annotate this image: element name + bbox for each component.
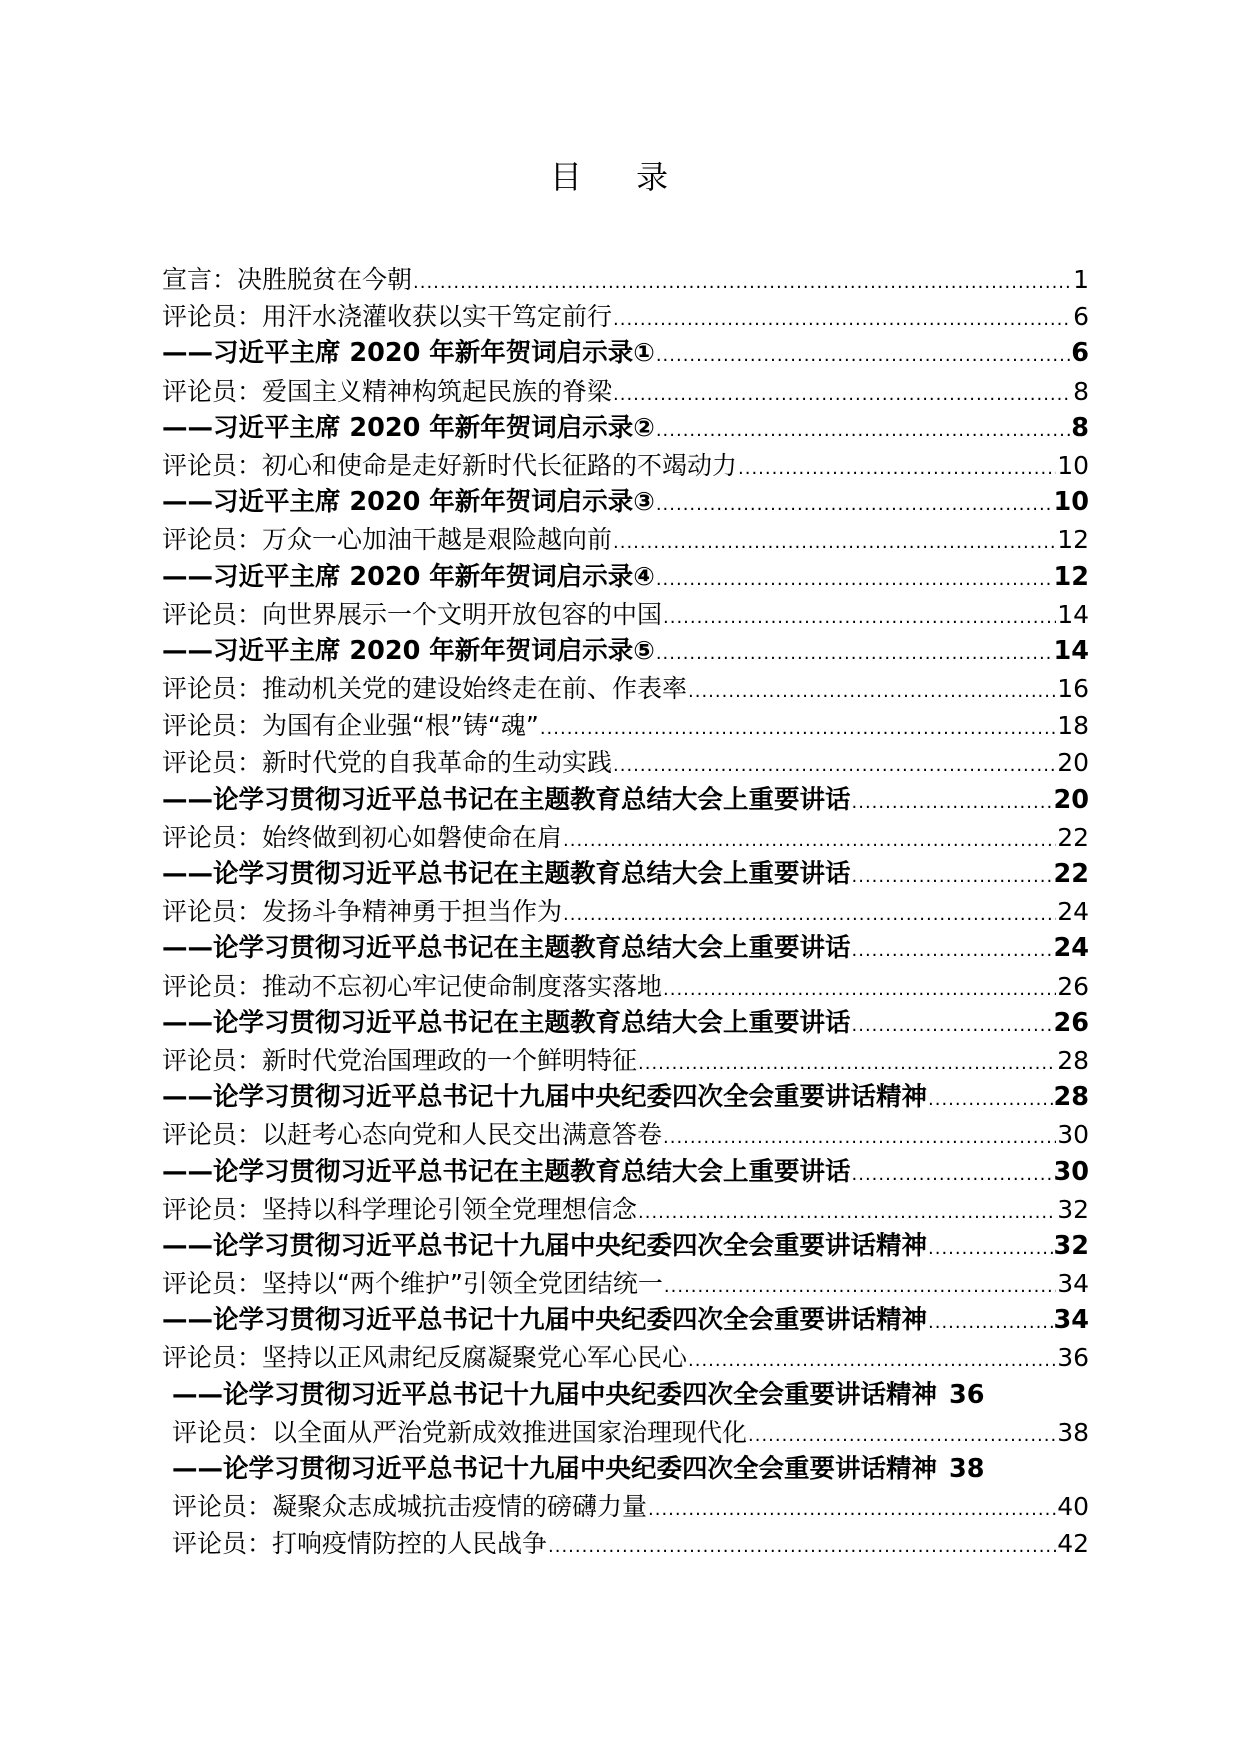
toc-page-number: 40 — [1057, 1492, 1089, 1522]
toc-entry-title: 评论员：新时代党的自我革命的生动实践 — [162, 748, 613, 778]
toc-entry-title: ——习近平主席 2020 年新年贺词启示录③ — [162, 487, 655, 518]
toc-entry-title: ——论学习贯彻习近平总书记在主题教育总结大会上重要讲话 — [162, 933, 851, 964]
toc-entry[interactable] — [162, 1079, 1089, 1116]
toc-page-number: 32 — [1053, 1230, 1089, 1261]
toc-page-number: 6 — [1071, 338, 1089, 369]
toc-entry[interactable] — [162, 1451, 1089, 1488]
toc-entry-title: 评论员：新时代党治国理政的一个鲜明特征 — [162, 1045, 638, 1075]
toc-entry-title: ——论学习贯彻习近平总书记在主题教育总结大会上重要讲话 — [162, 1007, 851, 1038]
toc-entry[interactable] — [162, 1377, 1089, 1414]
toc-page-number: 8 — [1073, 376, 1089, 406]
toc-dot-leader — [664, 1268, 1056, 1302]
toc-page-number: 18 — [1057, 711, 1089, 741]
toc-page-number: 1 — [1073, 265, 1089, 294]
toc-entry[interactable] — [162, 410, 1089, 447]
toc-dot-leader — [852, 784, 1053, 819]
toc-page-number: 14 — [1053, 635, 1089, 666]
toc-dot-leader — [663, 599, 1056, 633]
toc-dot-leader — [852, 858, 1053, 893]
toc-entry[interactable] — [162, 744, 1089, 781]
toc-entry[interactable] — [162, 856, 1089, 893]
toc-dot-leader — [613, 301, 1072, 335]
toc-entry-title: 评论员：打响疫情防控的人民战争 — [172, 1529, 548, 1559]
toc-page-number: 14 — [1057, 599, 1089, 629]
toc-page-number: 12 — [1057, 525, 1089, 555]
toc-entry-title: ——习近平主席 2020 年新年贺词启示录② — [162, 412, 655, 443]
toc-entry[interactable] — [162, 335, 1089, 372]
toc-page-number: 12 — [1053, 561, 1089, 592]
toc-entry[interactable] — [162, 373, 1089, 410]
toc-page-number: 26 — [1057, 971, 1089, 1001]
toc-entry[interactable] — [162, 1488, 1089, 1525]
toc-entry-title: ——论学习贯彻习近平总书记在主题教育总结大会上重要讲话 — [162, 859, 851, 889]
toc-entry[interactable] — [162, 782, 1089, 819]
table-of-contents — [162, 261, 1089, 1563]
toc-page-number: 34 — [1053, 1305, 1089, 1336]
toc-dot-leader — [852, 1007, 1053, 1042]
toc-page-number: 10 — [1057, 450, 1089, 480]
toc-dot-leader — [688, 1342, 1056, 1376]
toc-dot-leader — [548, 1528, 1056, 1562]
toc-entry[interactable] — [162, 1339, 1089, 1376]
toc-entry[interactable] — [162, 484, 1089, 521]
toc-dot-leader — [413, 264, 1072, 298]
toc-entry[interactable] — [162, 968, 1089, 1005]
toc-entry-title: ——论学习贯彻习近平总书记在主题教育总结大会上重要讲话 — [162, 784, 851, 815]
toc-page-number: 34 — [1057, 1269, 1089, 1299]
toc-entry-title: ——论学习贯彻习近平总书记十九届中央纪委四次全会重要讲话精神 — [162, 1305, 928, 1336]
toc-page-number: 10 — [1053, 487, 1089, 518]
toc-dot-leader — [852, 1156, 1053, 1191]
toc-entry-title: ——论学习贯彻习近平总书记十九届中央纪委四次全会重要讲话精神 — [162, 1230, 928, 1261]
toc-page-number: 28 — [1057, 1045, 1089, 1075]
toc-dot-leader — [928, 1230, 1052, 1265]
toc-dot-leader — [748, 1417, 1056, 1451]
toc-entry-title: 宣言：决胜脱贫在今朝 — [162, 265, 413, 294]
toc-entry-title: 评论员：用汗水浇灌收获以实干笃定前行 — [162, 302, 613, 332]
toc-entry-title: 评论员：向世界展示一个文明开放包容的中国 — [162, 599, 663, 629]
toc-entry-title: 评论员：为国有企业强“根”铸“魂” — [162, 711, 539, 741]
toc-dot-leader — [613, 747, 1056, 781]
toc-entry[interactable] — [162, 707, 1089, 744]
toc-entry[interactable] — [162, 261, 1089, 298]
toc-dot-leader — [928, 1081, 1052, 1116]
toc-dot-leader — [738, 450, 1056, 484]
toc-entry-title: 评论员：始终做到初心如磐使命在肩 — [162, 822, 563, 852]
toc-dot-leader — [638, 1194, 1056, 1228]
toc-entry[interactable] — [162, 521, 1089, 558]
toc-page-number: 32 — [1057, 1194, 1089, 1224]
toc-page-number: 8 — [1071, 412, 1089, 443]
toc-entry[interactable] — [162, 1042, 1089, 1079]
toc-dot-leader — [656, 337, 1070, 372]
toc-page-number: 20 — [1053, 784, 1089, 815]
toc-dot-leader — [656, 635, 1053, 670]
page-title: 目 录 — [549, 158, 691, 196]
toc-entry[interactable] — [162, 1116, 1089, 1153]
toc-entry-title: 评论员：爱国主义精神构筑起民族的脊梁 — [162, 376, 613, 406]
toc-entry-title: 评论员：坚持以正风肃纪反腐凝聚党心军心民心 — [162, 1343, 688, 1373]
toc-dot-leader — [663, 1119, 1056, 1153]
toc-entry[interactable] — [162, 930, 1089, 967]
toc-entry-title: 评论员：推动机关党的建设始终走在前、作表率 — [162, 674, 688, 704]
toc-page-number: 42 — [1057, 1529, 1089, 1559]
toc-entry[interactable] — [162, 1525, 1089, 1562]
toc-entry-title: 评论员：万众一心加油干越是艰险越向前 — [162, 525, 613, 555]
toc-entry[interactable] — [162, 893, 1089, 930]
toc-dot-leader — [663, 971, 1056, 1005]
toc-dot-leader — [656, 412, 1070, 447]
toc-page-number: 38 — [1057, 1417, 1089, 1447]
toc-entry-title: ——习近平主席 2020 年新年贺词启示录④ — [162, 561, 655, 592]
toc-entry[interactable] — [162, 447, 1089, 484]
toc-page-number: 30 — [1057, 1120, 1089, 1150]
toc-entry[interactable] — [162, 559, 1089, 596]
toc-entry-title: ——论学习贯彻习近平总书记十九届中央纪委四次全会重要讲话精神 — [162, 1082, 928, 1113]
toc-dot-leader — [563, 896, 1056, 930]
toc-entry-title: 评论员：凝聚众志成城抗击疫情的磅礴力量 — [172, 1492, 648, 1522]
toc-page-number: 24 — [1053, 933, 1089, 964]
toc-entry[interactable] — [162, 1005, 1089, 1042]
toc-page-number: 20 — [1057, 748, 1089, 778]
toc-page-number: 28 — [1053, 1082, 1089, 1113]
toc-entry[interactable] — [162, 1414, 1089, 1451]
toc-entry-title: 评论员：发扬斗争精神勇于担当作为 — [162, 897, 563, 927]
toc-entry-title: ——论学习贯彻习近平总书记十九届中央纪委四次全会重要讲话精神 — [172, 1454, 938, 1484]
toc-page-number: 38 — [949, 1454, 985, 1484]
toc-entry[interactable] — [162, 670, 1089, 707]
toc-dot-leader — [656, 561, 1053, 596]
toc-entry[interactable] — [162, 1265, 1089, 1302]
toc-dot-leader — [540, 710, 1056, 744]
toc-entry-title: 评论员：坚持以科学理论引领全党理想信念 — [162, 1194, 638, 1224]
toc-entry[interactable] — [162, 596, 1089, 633]
toc-entry-title: ——习近平主席 2020 年新年贺词启示录⑤ — [162, 635, 655, 666]
toc-page-number: 6 — [1073, 302, 1089, 332]
toc-entry-title: 评论员：以全面从严治党新成效推进国家治理现代化 — [172, 1417, 748, 1447]
toc-entry-title: ——论学习贯彻习近平总书记十九届中央纪委四次全会重要讲话精神 — [172, 1379, 938, 1410]
toc-entry[interactable] — [162, 1154, 1089, 1191]
toc-entry-title: 评论员：推动不忘初心牢记使命制度落实落地 — [162, 971, 663, 1001]
toc-entry[interactable] — [162, 298, 1089, 335]
toc-page-number: 30 — [1053, 1156, 1089, 1187]
toc-entry[interactable] — [162, 1191, 1089, 1228]
toc-dot-leader — [613, 376, 1072, 410]
toc-entry[interactable] — [162, 1228, 1089, 1265]
toc-dot-leader — [688, 673, 1056, 707]
toc-page-number: 22 — [1053, 859, 1089, 889]
toc-dot-leader — [648, 1491, 1056, 1525]
toc-page-number: 36 — [949, 1379, 985, 1410]
toc-entry-title: ——习近平主席 2020 年新年贺词启示录① — [162, 338, 655, 369]
toc-dot-leader — [656, 486, 1053, 521]
toc-entry[interactable] — [162, 633, 1089, 670]
toc-page-number: 22 — [1057, 822, 1089, 852]
toc-dot-leader — [613, 524, 1056, 558]
toc-dot-leader — [852, 932, 1053, 967]
toc-entry-title: 评论员：初心和使命是走好新时代长征路的不竭动力 — [162, 450, 738, 480]
toc-entry-title: ——论学习贯彻习近平总书记在主题教育总结大会上重要讲话 — [162, 1156, 851, 1187]
toc-dot-leader — [563, 822, 1056, 856]
toc-page-number: 26 — [1053, 1007, 1089, 1038]
toc-entry-title: 评论员：以赶考心态向党和人民交出满意答卷 — [162, 1120, 663, 1150]
toc-dot-leader — [638, 1045, 1056, 1079]
toc-entry[interactable] — [162, 1302, 1089, 1339]
toc-entry[interactable] — [162, 819, 1089, 856]
toc-dot-leader — [928, 1304, 1052, 1339]
toc-page-number: 16 — [1057, 674, 1089, 704]
toc-page-number: 36 — [1057, 1343, 1089, 1373]
toc-entry-title: 评论员：坚持以“两个维护”引领全党团结统一 — [162, 1269, 663, 1299]
toc-page-number: 24 — [1057, 897, 1089, 927]
